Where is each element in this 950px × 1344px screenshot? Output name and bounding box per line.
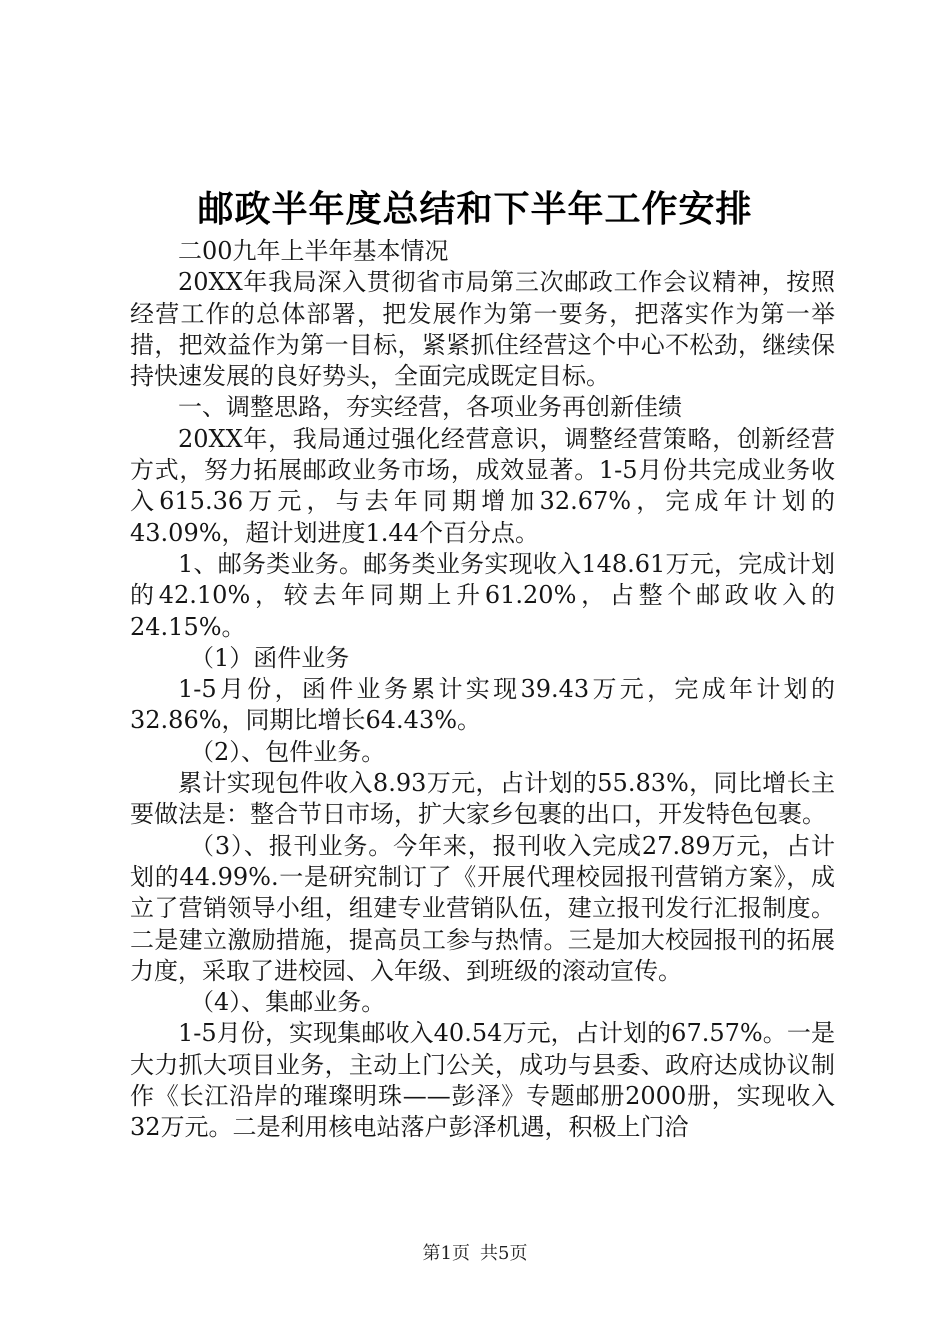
paragraph-parcel-body: 累计实现包件收入8.93万元，占计划的55.83%，同比增长主要做法是：整合节日市场，扩大家乡包裹的出口，开发特色包裹。	[130, 769, 835, 829]
page-number: 第1页	[422, 1243, 470, 1264]
paragraph-philately-heading: （4）、集邮业务。	[190, 988, 386, 1017]
paragraph-section-heading-1: 一、调整思路，夯实经营，各项业务再创新佳绩	[178, 393, 682, 422]
paragraph-heading-basic-situation: 二00九年上半年基本情况	[178, 237, 449, 265]
paragraph-letter-heading: （1）函件业务	[190, 643, 350, 672]
page-footer	[0, 1242, 950, 1266]
paragraph-newspaper: （3）、报刊业务。今年来，报刊收入完成27.89万元，占计划的44.99%.一是研究制订了《开展代理校园报刊营销方案》，成立了营销领导小组，组建专业营销队伍，建立报刊发行汇报制度。二是建立激励措施，提高员工参与热情。三是加大校园报刊的拓展力度，采取了进校园、入年级、到班级的滚动宣传。	[130, 831, 835, 985]
document-title: 邮政半年度总结和下半年工作安排	[197, 188, 753, 230]
paragraph-philately-body: 1-5月份，实现集邮收入40.54万元，占计划的67.57%。一是大力抓大项目业务，主动上门公关，成功与县委、政府达成协议制作《长江沿岸的璀璨明珠——彭泽》专题邮册2000册，实现收入32万元。二是利用核电站落户彭泽机遇，积极上门洽	[130, 1019, 835, 1142]
paragraph-letter-body: 1-5月份，函件业务累计实现39.43万元，完成年计划的32.86%，同期比增长64.43%。	[130, 675, 835, 735]
paragraph-postal-business: 1、邮务类业务。邮务类业务实现收入148.61万元，完成计划的42.10%，较去年同期上升61.20%，占整个邮政收入的24.15%。	[130, 549, 835, 641]
paragraph-parcel-heading: （2）、包件业务。	[190, 737, 386, 766]
page-total: 共5页	[480, 1243, 528, 1264]
document-body	[130, 236, 835, 1144]
paragraph-overview: 20XX年，我局通过强化经营意识，调整经营策略，创新经营方式，努力拓展邮政业务市场，成效显著。1-5月份共完成业务收入615.36万元，与去年同期增加32.67%，完成年计划的43.09%，超计划进度1.44个百分点。	[130, 424, 835, 547]
paragraph-intro: 20XX年我局深入贯彻省市局第三次邮政工作会议精神，按照经营工作的总体部署，把发展作为第一要务，把落实作为第一举措，把效益作为第一目标，紧紧抓住经营这个中心不松劲，继续保持快速发展的良好势头，全面完成既定目标。	[130, 268, 835, 391]
